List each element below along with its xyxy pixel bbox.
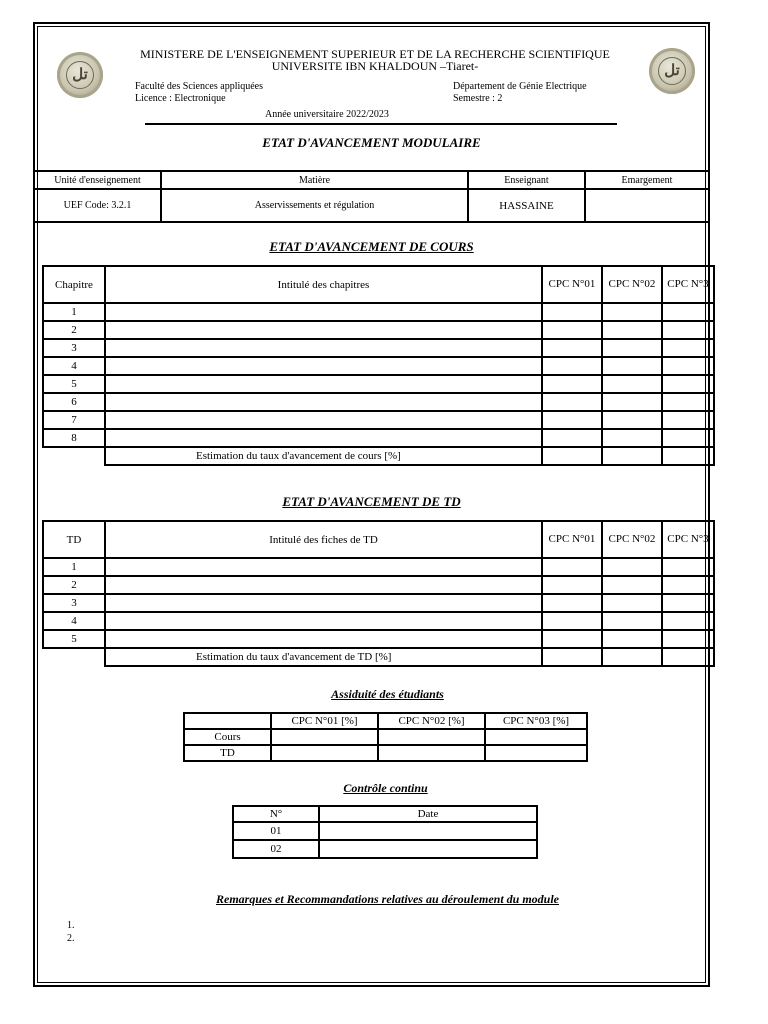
table-row: 8 xyxy=(43,429,105,447)
td-table xyxy=(42,520,715,667)
controle-header-date: Date xyxy=(319,806,537,822)
main-title: ETAT D'AVANCEMENT MODULAIRE xyxy=(262,135,481,150)
cours-col-cpc3: CPC N°3 xyxy=(662,266,714,303)
assiduite-header-cpc1: CPC N°01 [%] xyxy=(271,713,378,729)
table-row: 7 xyxy=(43,411,105,429)
assiduite-title: Assiduité des étudiants xyxy=(331,687,444,701)
td-title: ETAT D'AVANCEMENT DE TD xyxy=(282,494,461,509)
table-row: 1 xyxy=(43,303,105,321)
td-estimation-label: Estimation du taux d'avancement de TD [%] xyxy=(105,648,542,666)
td-col-cpc3: CPC N°3 xyxy=(662,521,714,558)
remarques-title: Remarques et Recommandations relatives au déroulement du module xyxy=(215,892,559,906)
table-row: 5 xyxy=(43,630,105,648)
table-row: Cours xyxy=(184,729,271,745)
table-row: TD xyxy=(184,745,271,761)
module-table xyxy=(33,170,710,223)
assiduite-header-cpc2: CPC N°02 [%] xyxy=(378,713,485,729)
value-emargement xyxy=(585,189,709,222)
university-line: UNIVERSITE IBN KHALDOUN –Tiaret- xyxy=(271,59,479,73)
remarque-item-1: 1. xyxy=(67,920,75,931)
table-row: 2 xyxy=(43,576,105,594)
cours-estimation-label: Estimation du taux d'avancement de cours [%] xyxy=(105,447,542,465)
cours-table xyxy=(42,265,715,466)
assiduite-header-empty xyxy=(184,713,271,729)
table-row: 01 xyxy=(233,822,319,840)
value-matiere: Asservissements et régulation xyxy=(161,189,468,222)
document-page xyxy=(33,22,710,987)
controle-table xyxy=(232,805,538,859)
assiduite-table xyxy=(183,712,588,762)
faculty-line: Faculté des Sciences appliquées xyxy=(135,81,264,92)
table-row: 3 xyxy=(43,594,105,612)
header-emargement: Emargement xyxy=(585,171,709,189)
controle-title: Contrôle continu xyxy=(343,781,428,795)
value-enseignant: HASSAINE xyxy=(468,189,585,222)
semester-line: Semestre : 2 xyxy=(453,93,503,104)
ministry-line: MINISTERE DE L'ENSEIGNEMENT SUPERIEUR ET DE LA RECHERCHE SCIENTIFIQUE xyxy=(140,47,610,61)
assiduite-header-cpc3: CPC N°03 [%] xyxy=(485,713,587,729)
table-row: 4 xyxy=(43,612,105,630)
table-row: 2 xyxy=(43,321,105,339)
td-col-intitule: Intitulé des fiches de TD xyxy=(105,521,542,558)
td-col-td: TD xyxy=(43,521,105,558)
table-row: 4 xyxy=(43,357,105,375)
table-row: 3 xyxy=(43,339,105,357)
cours-title: ETAT D'AVANCEMENT DE COURS xyxy=(269,239,474,254)
header-rule xyxy=(145,123,617,125)
table-row: 5 xyxy=(43,375,105,393)
cours-col-cpc2: CPC N°02 xyxy=(602,266,662,303)
department-line: Département de Génie Electrique xyxy=(453,81,587,92)
header-enseignant: Enseignant xyxy=(468,171,585,189)
university-seal-right: تل xyxy=(649,48,695,94)
controle-header-n: N° xyxy=(233,806,319,822)
value-unit: UEF Code: 3.2.1 xyxy=(34,189,161,222)
td-col-cpc1: CPC N°01 xyxy=(542,521,602,558)
remarque-item-2: 2. xyxy=(67,933,75,944)
cours-col-intitule: Intitulé des chapitres xyxy=(105,266,542,303)
university-seal-left: تل xyxy=(57,52,103,98)
cours-col-cpc1: CPC N°01 xyxy=(542,266,602,303)
header-matiere: Matière xyxy=(161,171,468,189)
licence-line: Licence : Electronique xyxy=(135,93,226,104)
cours-col-chapitre: Chapitre xyxy=(43,266,105,303)
academic-year: Année universitaire 2022/2023 xyxy=(265,109,389,120)
table-row: 6 xyxy=(43,393,105,411)
table-row: 1 xyxy=(43,558,105,576)
td-col-cpc2: CPC N°02 xyxy=(602,521,662,558)
header-unit: Unité d'enseignement xyxy=(34,171,161,189)
table-row: 02 xyxy=(233,840,319,858)
